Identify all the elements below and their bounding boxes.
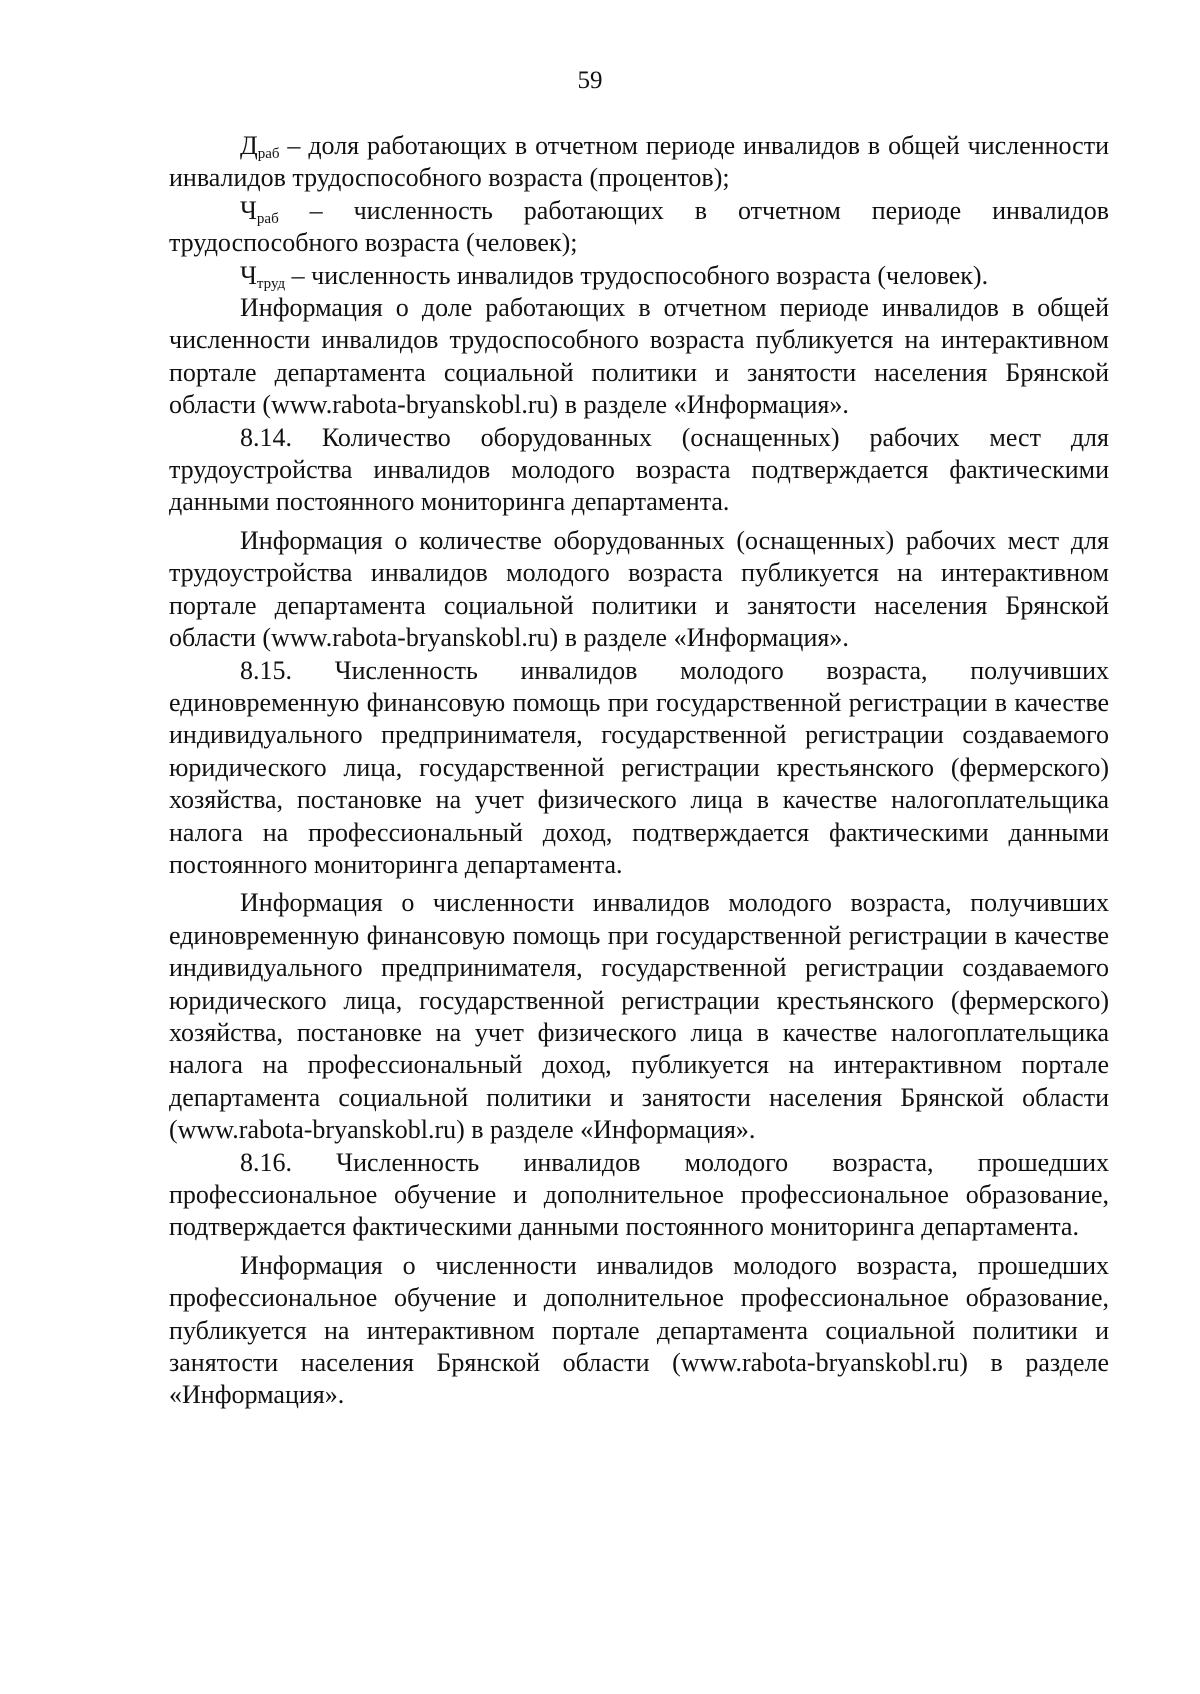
definition-subscript: раб xyxy=(257,146,280,162)
definition-symbol: Ч xyxy=(240,260,257,290)
paragraph-share-info: Информация о доле работающих в отчетном периоде инвалидов в общей численности инвалидов трудоспособного возраста публикуется на интерактивном портале департамента социальной политики и занятости населения Брянской области (www.rabota-bryanskobl.ru) в разделе «Информация». xyxy=(169,293,1109,420)
definition-d-rab xyxy=(169,130,1109,195)
definition-symbol: Д xyxy=(240,131,258,160)
definition-text: – доля работающих в отчетном периоде инвалидов в общей численности инвалидов трудоспособного возраста (процентов); xyxy=(169,131,1109,193)
definition-text: – численность работающих в отчетном периоде инвалидов трудоспособного возраста (человек); xyxy=(169,195,1109,258)
definition-text: – численность инвалидов трудоспособного возраста (человек). xyxy=(285,260,989,290)
page-number: 59 xyxy=(577,67,603,94)
paragraph-8-14: 8.14. Количество оборудованных (оснащенных) рабочих мест для трудоустройства инвалидов молодого возраста подтверждается фактическими данными постоянного мониторинга департамента. xyxy=(169,422,1109,517)
definition-ch-rab xyxy=(169,195,1109,260)
document-body xyxy=(169,130,1109,1412)
definition-ch-trud xyxy=(169,260,1109,292)
paragraph-8-15: 8.15. Численность инвалидов молодого возраста, получивших единовременную финансовую помощь при государственной регистрации в качестве индивидуального предпринимателя, государственной регистрации создаваемого юридического лица, государственной регистрации крестьянского (фермерского) хозяйства, постановке на учет физического лица в качестве налогоплательщика налога на профессиональный доход, подтверждается фактическими данными постоянного мониторинга департамента. xyxy=(169,655,1109,879)
paragraph-8-16: 8.16. Численность инвалидов молодого возраста, прошедших профессиональное обучение и дополнительное профессиональное образование, подтверждается фактическими данными постоянного мониторинга департамента. xyxy=(169,1147,1109,1242)
definition-symbol: Ч xyxy=(240,195,257,225)
paragraph-financial-aid-info: Информация о численности инвалидов молодого возраста, получивших единовременную финансовую помощь при государственной регистрации в качестве индивидуального предпринимателя, государственной регистрации создаваемого юридического лица, государственной регистрации крестьянского (фермерского) хозяйства, постановке на учет физического лица в качестве налогоплательщика налога на профессиональный доход, публикуется на интерактивном портале департамента социальной политики и занятости населения Брянской области (www.rabota-bryanskobl.ru) в разделе «Информация». xyxy=(169,888,1109,1145)
paragraph-training-info: Информация о численности инвалидов молодого возраста, прошедших профессиональное обучение и дополнительное профессиональное образование, публикуется на интерактивном портале департамента социальной политики и занятости населения Брянской области (www.rabota-bryanskobl.ru) в разделе «Информация». xyxy=(169,1250,1109,1410)
definition-subscript: раб xyxy=(256,210,279,227)
definition-subscript: труд xyxy=(256,275,286,292)
paragraph-workplaces-info: Информация о количестве оборудованных (оснащенных) рабочих мест для трудоустройства инвалидов молодого возраста публикуется на интерактивном портале департамента социальной политики и занятости населения Брянской области (www.rabota-bryanskobl.ru) в разделе «Информация». xyxy=(169,525,1109,653)
